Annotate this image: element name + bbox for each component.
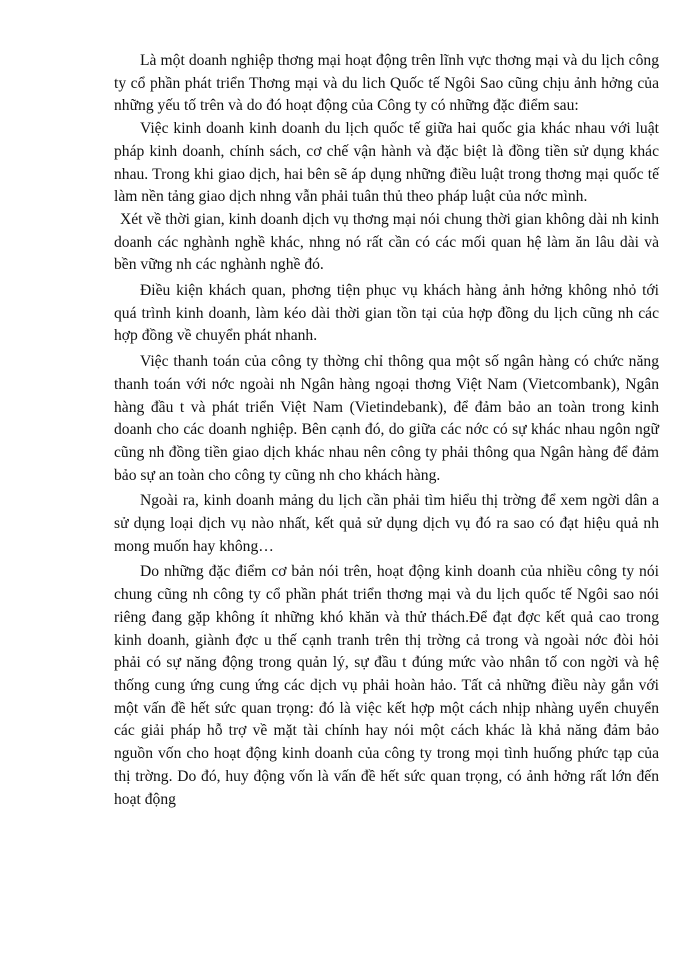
paragraph-conditions: Điều kiện khách quan, phơng tiện phục vụ khách hàng ảnh hởng không nhỏ tới quá trình kinh doanh, làm kéo dài thời gian tồn tại của hợp đồng du lịch cũng nh các hợp đồng về chuyển phát nhanh.: [114, 282, 659, 345]
document-page: [114, 50, 659, 811]
paragraph-payment: Việc thanh toán của công ty thờng chỉ thông qua một số ngân hàng có chức năng thanh toán với nớc ngoài nh Ngân hàng ngoại thơng Việt Nam (Vietcombank), Ngân hàng đầu t và phát triển Việt Nam (Vietindebank), để đảm bảo an toàn trong kinh doanh cho các doanh nghiệp. Bên cạnh đó, do giữa các nớc có sự khác nhau ngôn ngữ cũng nh đồng tiền giao dịch khác nhau nên công ty phải thông qua Ngân hàng để đảm bảo sự an toàn cho công ty cũng nh cho khách hàng.: [114, 353, 659, 484]
paragraph-international-business: Việc kinh doanh kinh doanh du lịch quốc tế giữa hai quốc gia khác nhau với luật pháp kinh doanh, chính sách, cơ chế vận hành và đặc biệt là đồng tiền sử dụng khác nhau. Trong khi giao dịch, hai bên sẽ áp dụng những điều luật trong thơng mại quốc tế làm nền tảng giao dịch nhng vẫn phải tuân thủ theo pháp luật của nớc mình.: [114, 120, 659, 206]
paragraph-time: Xét về thời gian, kinh doanh dịch vụ thơng mại nói chung thời gian không dài nh kinh doanh các nghành nghề khác, nhng nó rất cần có các mối quan hệ làm ăn lâu dài và bền vững nh các nghành nghề đó.: [114, 210, 659, 274]
paragraph-market-research: Ngoài ra, kinh doanh mảng du lịch cần phải tìm hiểu thị trờng để xem ngời dân a sử dụng loại dịch vụ nào nhất, kết quả sử dụng dịch vụ đó ra sao có đạt hiệu quả nh mong muốn hay không…: [114, 492, 659, 555]
paragraph-intro: Là một doanh nghiệp thơng mại hoạt động trên lĩnh vực thơng mại và du lịch công ty cổ phần phát triển Thơng mại và du lich Quốc tế Ngôi Sao cũng chịu ảnh hởng của những yếu tố trên và do đó hoạt động của Công ty có những đặc điểm sau:: [114, 52, 659, 115]
paragraph-conclusion: Do những đặc điểm cơ bản nói trên, hoạt động kinh doanh của nhiều công ty nói chung cũng nh công ty cổ phần phát triển thơng mại và du lịch quốc tế Ngôi sao nói riêng đang gặp không ít những khó khăn và thử thách.Để đạt đợc kết quả cao trong kinh doanh, giành đợc u thế cạnh tranh trên thị trờng cả trong và ngoài nớc đòi hỏi phải có sự năng động trong quản lý, sự đầu t đúng mức vào nhân tố con ngời và hệ thống cung ứng cung ứng các dịch vụ phải hoàn hảo. Tất cả những điều này gắn với một vấn đề hết sức quan trọng: đó là việc kết hợp một cách nhịp nhàng uyển chuyển các giải pháp hỗ trợ về mặt tài chính hay nói một cách khác là khả năng đảm bảo nguồn vốn cho hoạt động kinh doanh của công ty trong mọi tình huống phức tạp của thị trờng. Do đó, huy động vốn là vấn đề hết sức quan trọng, có ảnh hởng rất lớn đến hoạt động: [114, 563, 659, 808]
